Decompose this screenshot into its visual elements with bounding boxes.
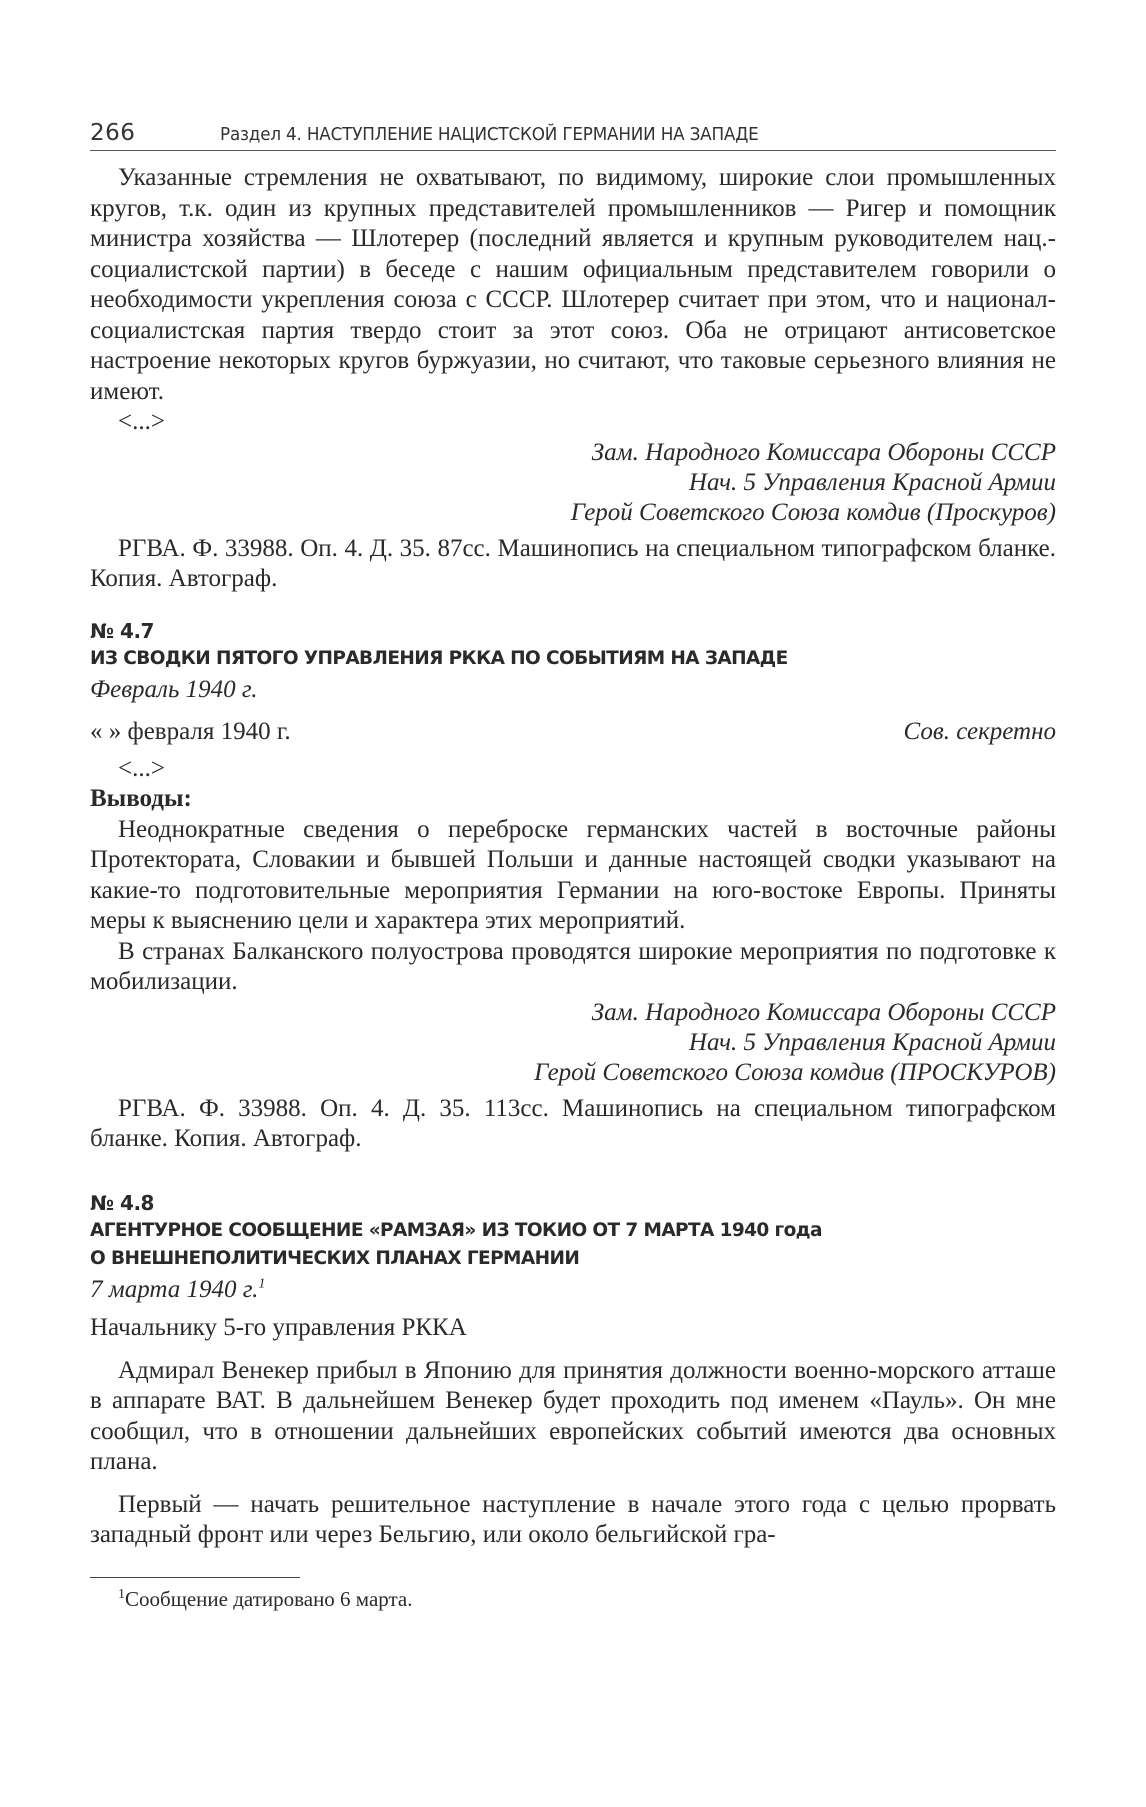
document-number: № 4.7 xyxy=(90,618,154,643)
body-paragraph: Указанные стремления не охватывают, по видимому, широкие слои промышленных кругов, т.к. один из крупных представителей промышленников — Ригер и помощник министра хозяйства — Шлотерер (последний является и крупным руководителем нац.-социалистской партии) в беседе с нашим официальным представителем говорили о необходимости укрепления союза с СССР. Шлотерер считает при этом, что и национал-социалистская партия твердо стоит за этот союз. Оба не отрицают антисоветское настроение некоторых кругов буржуазии, но считают, что таковые серьезного влияния не имеют. xyxy=(90,164,1056,405)
body-paragraph: Адмирал Венекер прибыл в Японию для принятия должности военно-морского атташе в аппарате ВАТ. В дальнейшем Венекер будет проходить под именем «Пауль». Он мне сообщил, что в отношении дальнейших европейских событий имеются два основных плана. xyxy=(90,1356,1056,1475)
signature-line: Нач. 5 Управления Красной Армии xyxy=(688,1028,1056,1056)
footnote xyxy=(90,1586,1056,1612)
document-number: № 4.8 xyxy=(90,1190,154,1215)
omission-marker: <...> xyxy=(118,408,165,435)
signature-line: Герой Советского Союза комдив (Проскуров) xyxy=(570,498,1056,526)
archive-source: РГВА. Ф. 33988. Оп. 4. Д. 35. 87сс. Машинопись на специальном типографском бланке. Копия. Автограф. xyxy=(90,534,1056,592)
signature-block xyxy=(90,438,1056,528)
addressee: Начальнику 5-го управления РККА xyxy=(90,1314,467,1341)
body-paragraph: Неоднократные сведения о переброске германских частей в восточные районы Протектората, Словакии и бывшей Польши и данные настоящей сводки указывают на какие-то подготовительные мероприятия Германии на юго-востоке Европы. Приняты меры к выяснению цели и характера этих мероприятий. xyxy=(90,815,1056,934)
document-date xyxy=(90,1275,1056,1306)
footnote-text: Сообщение датировано 6 марта. xyxy=(125,1586,413,1611)
running-header xyxy=(90,118,1056,151)
document-4-7 xyxy=(90,617,1056,1155)
archive-source: РГВА. Ф. 33988. Оп. 4. Д. 35. 113сс. Машинопись на специальном типографском бланке. Копия. Автограф. xyxy=(90,1094,1056,1152)
footnote-divider xyxy=(90,1577,300,1578)
document-date-text: 7 марта 1940 г. xyxy=(90,1275,259,1303)
previous-document-continuation xyxy=(90,163,1056,595)
body-paragraph: В странах Балканского полуострова проводятся широкие мероприятия по подготовке к мобилизации. xyxy=(90,937,1056,995)
document-title-line: О ВНЕШНЕПОЛИТИЧЕСКИХ ПЛАНАХ ГЕРМАНИИ xyxy=(90,1247,580,1269)
document-4-8 xyxy=(90,1189,1056,1551)
dateline-row xyxy=(90,717,1056,748)
classification-mark: Сов. секретно xyxy=(903,718,1056,745)
page-number: 266 xyxy=(90,120,136,146)
signature-line: Зам. Народного Комиссара Обороны СССР xyxy=(591,438,1056,466)
document-date: Февраль 1940 г. xyxy=(90,675,258,703)
document-title-line: АГЕНТУРНОЕ СООБЩЕНИЕ «РАМЗАЯ» ИЗ ТОКИО ОТ 7 МАРТА 1940 года xyxy=(90,1219,822,1241)
signature-block xyxy=(90,998,1056,1088)
running-title: Раздел 4. НАСТУПЛЕНИЕ НАЦИСТСКОЙ ГЕРМАНИИ НА ЗАПАДЕ xyxy=(220,125,759,145)
document-page xyxy=(90,118,1056,1612)
conclusions-heading: Выводы: xyxy=(90,785,192,812)
footnote-marker: 1 xyxy=(118,1586,125,1602)
document-title: ИЗ СВОДКИ ПЯТОГО УПРАВЛЕНИЯ РККА ПО СОБЫТИЯМ НА ЗАПАДЕ xyxy=(90,647,788,669)
omission-marker: <...> xyxy=(118,754,165,782)
signature-line: Нач. 5 Управления Красной Армии xyxy=(688,468,1056,496)
body-paragraph: Первый — начать решительное наступление в начале этого года с целью прорвать западный фронт или через Бельгию, или около бельгийской гра- xyxy=(90,1490,1056,1548)
dateline: « » февраля 1940 г. xyxy=(90,718,291,745)
footnote-reference[interactable]: 1 xyxy=(258,1276,266,1292)
signature-line: Герой Советского Союза комдив (ПРОСКУРОВ) xyxy=(534,1058,1056,1086)
signature-line: Зам. Народного Комиссара Обороны СССР xyxy=(591,998,1056,1026)
